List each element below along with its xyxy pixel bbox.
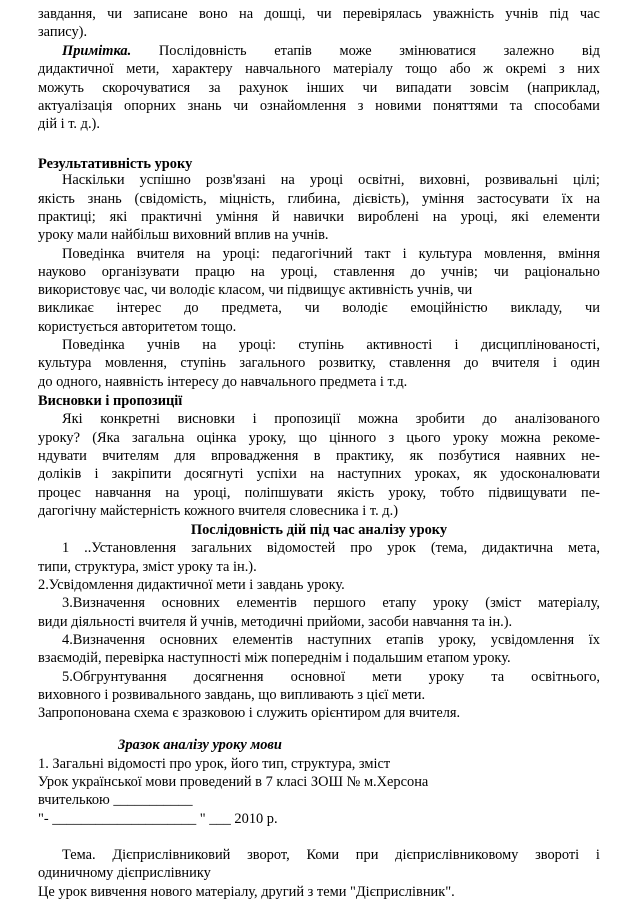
word: 1 <box>62 540 70 556</box>
word: рекоме- <box>552 430 600 446</box>
word: якість <box>38 191 75 207</box>
word: впровадження <box>210 448 299 464</box>
word: можна <box>500 430 541 446</box>
word: знань <box>187 98 222 114</box>
word: освітнього, <box>531 669 600 685</box>
word: відомостей <box>266 540 336 556</box>
word: наступних <box>337 466 402 482</box>
text-line: одиничному дієприслівнику <box>38 865 211 881</box>
word: вчителя <box>491 355 540 371</box>
word: на <box>585 191 600 207</box>
word: інтерес <box>116 300 162 316</box>
word: міцність, <box>219 191 275 207</box>
word: (Яка <box>92 430 120 446</box>
word: цього <box>406 430 441 446</box>
word: етапів <box>386 632 424 648</box>
word: які <box>109 209 128 225</box>
word: з <box>388 430 395 446</box>
word: мети, <box>126 61 160 77</box>
word: практичні <box>141 209 203 225</box>
word: і <box>252 411 257 427</box>
justified-line <box>38 79 600 97</box>
text-line: "- ____________________ " ___ 2010 р. <box>38 811 278 827</box>
word: процес <box>38 485 81 501</box>
justified-line <box>62 410 600 428</box>
word: для <box>174 448 196 464</box>
word: випадати <box>395 80 452 96</box>
word: дисциплінованості, <box>480 337 600 353</box>
word: Наскільки <box>62 172 125 188</box>
justified-line <box>38 484 600 502</box>
word: може <box>339 43 372 59</box>
word: (свідомість, <box>134 191 207 207</box>
word: уроці, <box>460 209 498 225</box>
word: ступінь <box>298 337 344 353</box>
justified-line <box>62 631 600 649</box>
word: як <box>473 466 487 482</box>
word: і <box>595 847 600 863</box>
justified-line <box>62 668 600 686</box>
word: на <box>310 466 325 482</box>
word: активності <box>366 337 433 353</box>
word: уроках, <box>414 466 461 482</box>
word: етапів <box>274 43 312 59</box>
word: уроку, <box>438 632 477 648</box>
section-heading: Результативність уроку <box>38 156 193 172</box>
word: як <box>409 448 424 464</box>
word: уроці <box>309 172 344 188</box>
text-line: Це урок вивчення нового матеріалу, другий з теми "Дієприслівник". <box>38 884 455 900</box>
word: розвивальні <box>484 172 559 188</box>
word: уроці, <box>280 264 318 280</box>
word: викликає <box>38 300 94 316</box>
text-line: дій і т. д.). <box>38 116 100 132</box>
word: на <box>250 264 265 280</box>
justified-line <box>38 263 600 281</box>
word: при <box>355 847 379 863</box>
word: виховні, <box>419 172 470 188</box>
word: зробити <box>415 411 465 427</box>
word: за <box>208 80 221 96</box>
word: практиці; <box>38 209 96 225</box>
word: досягнення <box>193 669 264 685</box>
justified-line <box>62 539 600 557</box>
word: мовлення, <box>104 355 167 371</box>
word: мети <box>372 669 402 685</box>
word: на <box>239 6 254 22</box>
word: володіє <box>342 300 388 316</box>
word: матеріалу, <box>538 595 600 611</box>
text-line: види діяльності вчителя й учнів, методичні прийоми, засоби навчання та ін.). <box>38 614 513 630</box>
word: елементів <box>236 595 297 611</box>
word: якість <box>337 485 375 501</box>
word: наявних <box>515 448 566 464</box>
word: 5.Обгрунтування <box>62 669 167 685</box>
centered-heading: Послідовність дій під час аналізу уроку <box>190 522 448 538</box>
word: зовсім <box>469 80 509 96</box>
word: з <box>559 61 565 77</box>
word: звороті <box>535 847 580 863</box>
word: основних <box>161 595 220 611</box>
word: усвідомлення <box>490 632 575 648</box>
word: окремі <box>505 61 547 77</box>
word: учнів; <box>440 264 478 280</box>
word: під <box>549 6 569 22</box>
justified-line <box>38 97 600 115</box>
word: знань <box>87 191 122 207</box>
word: уроці: <box>222 246 260 262</box>
word: Поведінка <box>62 246 125 262</box>
word: науково <box>38 264 86 280</box>
word: з <box>357 98 364 114</box>
word: 4.Визначення <box>62 632 145 648</box>
word: уроку? <box>38 430 80 446</box>
text-line: типи, структура, зміст уроку та ін.). <box>38 559 257 575</box>
word: предмета, <box>221 300 282 316</box>
word: культура <box>38 355 92 371</box>
word: дієвість), <box>353 191 410 207</box>
word: елементів <box>232 632 293 648</box>
word: на <box>432 209 447 225</box>
word: удосконалювати <box>500 466 600 482</box>
word: закріпити <box>111 466 172 482</box>
word: навички <box>293 209 344 225</box>
word: уроку <box>428 669 465 685</box>
word: Тема. <box>62 847 96 863</box>
word: опорних <box>124 98 176 114</box>
note-label: Примітка. <box>62 43 132 59</box>
word: і <box>454 337 459 353</box>
word: і <box>402 246 407 262</box>
word: ставлення <box>333 264 395 280</box>
word: педагогічний <box>271 246 353 262</box>
note-line <box>62 42 600 60</box>
word: навчального <box>245 61 321 77</box>
text-line: вчителькою ___________ <box>38 792 193 808</box>
word: ж <box>483 61 494 77</box>
word: чи <box>493 264 509 280</box>
word: способами <box>534 98 600 114</box>
word: уроку, <box>248 430 287 446</box>
word: загальних <box>191 540 252 556</box>
word: наступних <box>307 632 372 648</box>
word: успіхи <box>256 466 297 482</box>
word: раціонально <box>524 264 600 280</box>
word: уроці: <box>238 337 276 353</box>
word: культура <box>418 246 473 262</box>
word: уроку <box>452 430 489 446</box>
text-line: запису). <box>38 24 88 40</box>
word: підвищувати <box>488 485 567 501</box>
word: (наприклад, <box>527 80 600 96</box>
word: Коми <box>306 847 340 863</box>
word: до <box>184 300 199 316</box>
justified-line <box>62 846 600 864</box>
word: ознайомлення <box>259 98 347 114</box>
word: загального <box>239 355 306 371</box>
word: тощо <box>405 61 438 77</box>
word: які <box>511 209 529 225</box>
word: можуть <box>38 80 84 96</box>
word: уроці, <box>193 485 231 501</box>
word: поняттями <box>432 98 498 114</box>
sample-heading: Зразок аналізу уроку мови <box>118 737 282 753</box>
text-line: використовує час, чи володіє класом, чи підвищує активність учнів, чи <box>38 282 473 298</box>
word: або <box>449 61 471 77</box>
word: їх <box>588 632 600 648</box>
word: дидактичної <box>38 61 114 77</box>
word: позбутися <box>438 448 501 464</box>
text-line: взаємодій, перевірка наступності між попереднім і подальшим етапом уроку. <box>38 650 511 666</box>
text-line: 2.Усвідомлення дидактичної мети і завдань уроку. <box>38 577 345 593</box>
word: загальна <box>132 430 185 446</box>
word: глибина, <box>287 191 341 207</box>
justified-line <box>38 190 600 208</box>
text-line: виховного і розвивального завдань, що випливають з цієї мети. <box>38 687 426 703</box>
word: що <box>298 430 317 446</box>
word: Послідовність <box>158 43 247 59</box>
text-line: дагогічну майстерність кожного вчителя словесника і т. д.) <box>38 503 398 519</box>
text-line: користується авторитетом тощо. <box>38 319 237 335</box>
justified-line <box>62 171 600 189</box>
word: можна <box>358 411 399 427</box>
word: чи <box>362 80 378 96</box>
word: чи <box>304 300 320 316</box>
word: дієприслівниковому <box>395 847 519 863</box>
text-line: уроку мали найбільш виховний вплив на учнів. <box>38 227 329 243</box>
word: основної <box>290 669 346 685</box>
word: один <box>570 355 600 371</box>
word: елементи <box>542 209 600 225</box>
text-line: Урок української мови проведений в 7 класі ЗОШ № м.Херсона <box>38 774 429 790</box>
word: матеріалу <box>333 61 393 77</box>
word: ступінь <box>180 355 227 371</box>
word: урок <box>387 540 416 556</box>
word: вміння <box>558 246 600 262</box>
word: і <box>94 466 99 482</box>
word: розв'язані <box>205 172 266 188</box>
word: досягнуті <box>184 466 244 482</box>
word: та <box>491 669 505 685</box>
justified-line <box>62 594 600 612</box>
word: (зміст <box>485 595 522 611</box>
word: пе- <box>581 485 600 501</box>
text-line: Запропонована схема є зразковою і служить орієнтиром для вчителя. <box>38 705 461 721</box>
word: мета, <box>568 540 600 556</box>
word: їх <box>561 191 574 207</box>
word: уроку <box>433 595 469 611</box>
word: чи <box>233 98 249 114</box>
word: розвитку, <box>318 355 376 371</box>
word: уміння <box>421 191 465 207</box>
justified-line <box>62 245 600 263</box>
word: вчителям <box>102 448 160 464</box>
word: практику, <box>335 448 395 464</box>
justified-line <box>38 208 600 226</box>
justified-line <box>38 5 600 23</box>
word: успішно <box>139 172 191 188</box>
justified-line <box>38 447 600 465</box>
word: 3.Визначення <box>62 595 145 611</box>
word: актуалізація <box>38 98 113 114</box>
word: ..Установлення <box>84 540 177 556</box>
word: першого <box>313 595 366 611</box>
word: й <box>271 209 280 225</box>
word: ндувати <box>38 448 87 464</box>
word: учнів <box>505 6 539 22</box>
word: них <box>577 61 600 77</box>
word: чи <box>585 300 600 316</box>
word: викладу, <box>510 300 563 316</box>
word: характеру <box>171 61 233 77</box>
word: учнів <box>147 337 180 353</box>
word: і <box>552 355 557 371</box>
word: залежно <box>503 43 555 59</box>
word: воно <box>198 6 228 22</box>
word: до <box>482 411 497 427</box>
word: цілі; <box>573 172 600 188</box>
justified-line <box>38 429 600 447</box>
word: такт <box>364 246 391 262</box>
word: час <box>579 6 600 22</box>
word: скорочуватися <box>102 80 191 96</box>
word: зворот, <box>247 847 290 863</box>
word: новими <box>375 98 422 114</box>
word: уміння <box>215 209 259 225</box>
justified-line <box>62 336 600 354</box>
word: освітні, <box>358 172 405 188</box>
justified-line <box>38 60 600 78</box>
word: чи <box>316 6 332 22</box>
word: на <box>165 485 180 501</box>
word: працю <box>195 264 235 280</box>
word: рахунок <box>238 80 289 96</box>
word: застосувати <box>476 191 550 207</box>
word: чи <box>107 6 123 22</box>
word: тобто <box>440 485 475 501</box>
word: ставлення <box>389 355 451 371</box>
word: не- <box>581 448 600 464</box>
word: на <box>196 246 211 262</box>
word: на <box>202 337 217 353</box>
word: мовлення, <box>484 246 547 262</box>
word: на <box>280 172 295 188</box>
word: уважність <box>432 6 495 22</box>
text-line: 1. Загальні відомості про урок, його тип, структура, зміст <box>38 756 391 772</box>
word: аналізованого <box>514 411 600 427</box>
word: пропозиції <box>274 411 341 427</box>
word: Які <box>62 411 83 427</box>
text-line: до одного, наявність інтересу до навчального предмета і т.д. <box>38 374 408 390</box>
word: цінного <box>329 430 377 446</box>
word: емоційністю <box>410 300 488 316</box>
word: інших <box>306 80 345 96</box>
word: та <box>509 98 523 114</box>
word: (тема, <box>430 540 468 556</box>
word: вчителя <box>136 246 185 262</box>
word: висновки <box>177 411 235 427</box>
word: в <box>313 448 321 464</box>
word: записане <box>133 6 188 22</box>
word: перевірялась <box>342 6 422 22</box>
word: до <box>410 264 426 280</box>
word: поліпшувати <box>244 485 324 501</box>
word: Дієприслівниковий <box>112 847 231 863</box>
word: змінюватися <box>399 43 476 59</box>
word: вироблені <box>357 209 419 225</box>
word: завдання, <box>38 6 96 22</box>
word: оцінка <box>196 430 237 446</box>
word: Поведінка <box>62 337 125 353</box>
word: основних <box>159 632 218 648</box>
word: організувати <box>101 264 180 280</box>
word: уроку, <box>388 485 427 501</box>
justified-line <box>38 465 600 483</box>
justified-line <box>38 299 600 317</box>
section-heading: Висновки і пропозиції <box>38 393 183 409</box>
word: етапу <box>382 595 417 611</box>
word: конкретні <box>100 411 160 427</box>
word: дошці, <box>264 6 306 22</box>
word: про <box>350 540 373 556</box>
word: доліків <box>38 466 82 482</box>
word: навчання <box>95 485 152 501</box>
word: до <box>463 355 479 371</box>
word: дидактична <box>482 540 554 556</box>
justified-line <box>38 354 600 372</box>
word: від <box>581 43 600 59</box>
